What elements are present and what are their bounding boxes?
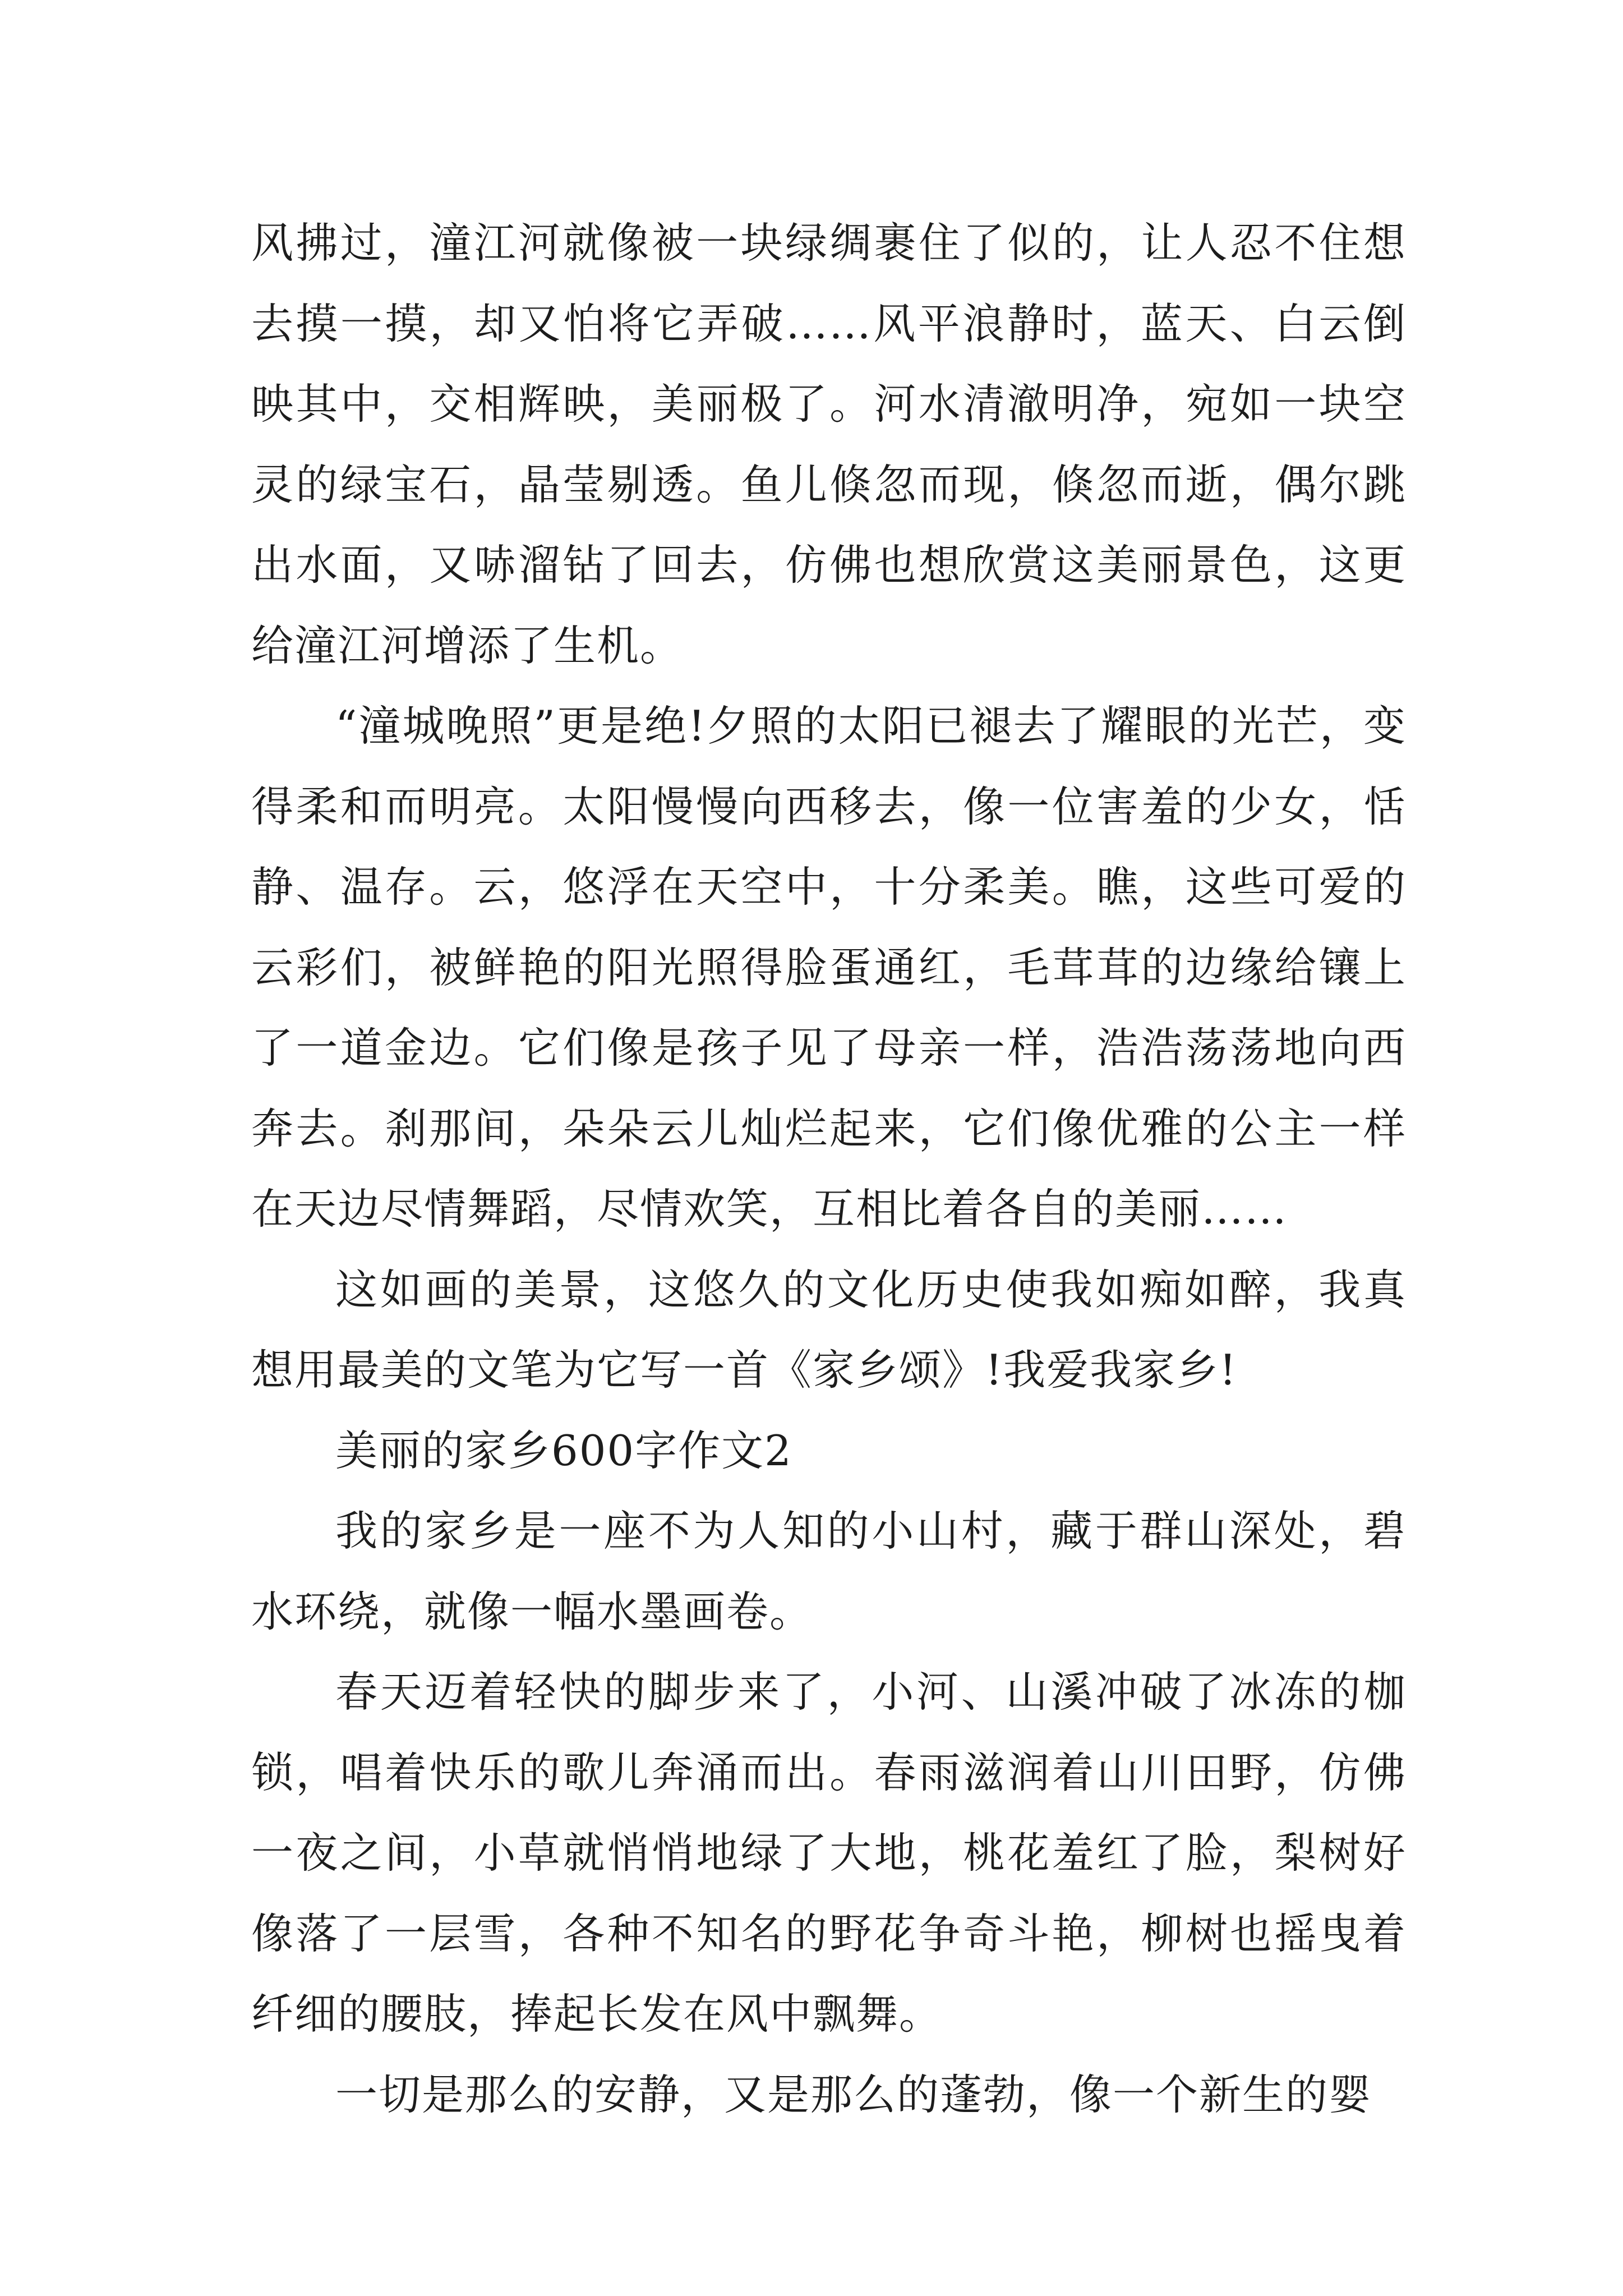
- paragraph-3: 这如画的美景，这悠久的文化历史使我如痴如醉，我真想用最美的文笔为它写一首《家乡颂》!我爱我家乡!: [251, 1264, 1407, 1395]
- paragraph-5: 春天迈着轻快的脚步来了，小河、山溪冲破了冰冻的枷锁，唱着快乐的歌儿奔涌而出。春雨滋润着山川田野，仿佛一夜之间，小草就悄悄地绿了大地，桃花羞红了脸，梨树好像落了一层雪，各种不知名的野花争奇斗艳，柳树也摇曳着纤细的腰肢，捧起长发在风中飘舞。: [251, 1667, 1407, 2039]
- paragraph-4: 我的家乡是一座不为人知的小山村，藏于群山深处，碧水环绕，就像一幅水墨画卷。: [251, 1506, 1407, 1636]
- paragraph-1: 风拂过，潼江河就像被一块绿绸裹住了似的，让人忍不住想去摸一摸，却又怕将它弄破……风平浪静时，蓝天、白云倒映其中，交相辉映，美丽极了。河水清澈明净，宛如一块空灵的绿宝石，晶莹剔透。鱼儿倏忽而现，倏忽而逝，偶尔跳出水面，又哧溜钻了回去，仿佛也想欣赏这美丽景色，这更给潼江河增添了生机。: [251, 218, 1407, 670]
- paragraph-6: 一切是那么的安静，又是那么的蓬勃，像一个新生的婴: [335, 2069, 1372, 2119]
- document-body: [251, 203, 1407, 2135]
- section-heading: 美丽的家乡600字作文2: [335, 1425, 792, 1475]
- paragraph-2: “潼城晚照”更是绝!夕照的太阳已褪去了耀眼的光芒，变得柔和而明亮。太阳慢慢向西移去，像一位害羞的少女，恬静、温存。云，悠浮在天空中，十分柔美。瞧，这些可爱的云彩们，被鲜艳的阳光照得脸蛋通红，毛茸茸的边缘给镶上了一道金边。它们像是孩子见了母亲一样，浩浩荡荡地向西奔去。刹那间，朵朵云儿灿烂起来，它们像优雅的公主一样在天边尽情舞蹈，尽情欢笑，互相比着各自的美丽……: [251, 701, 1407, 1234]
